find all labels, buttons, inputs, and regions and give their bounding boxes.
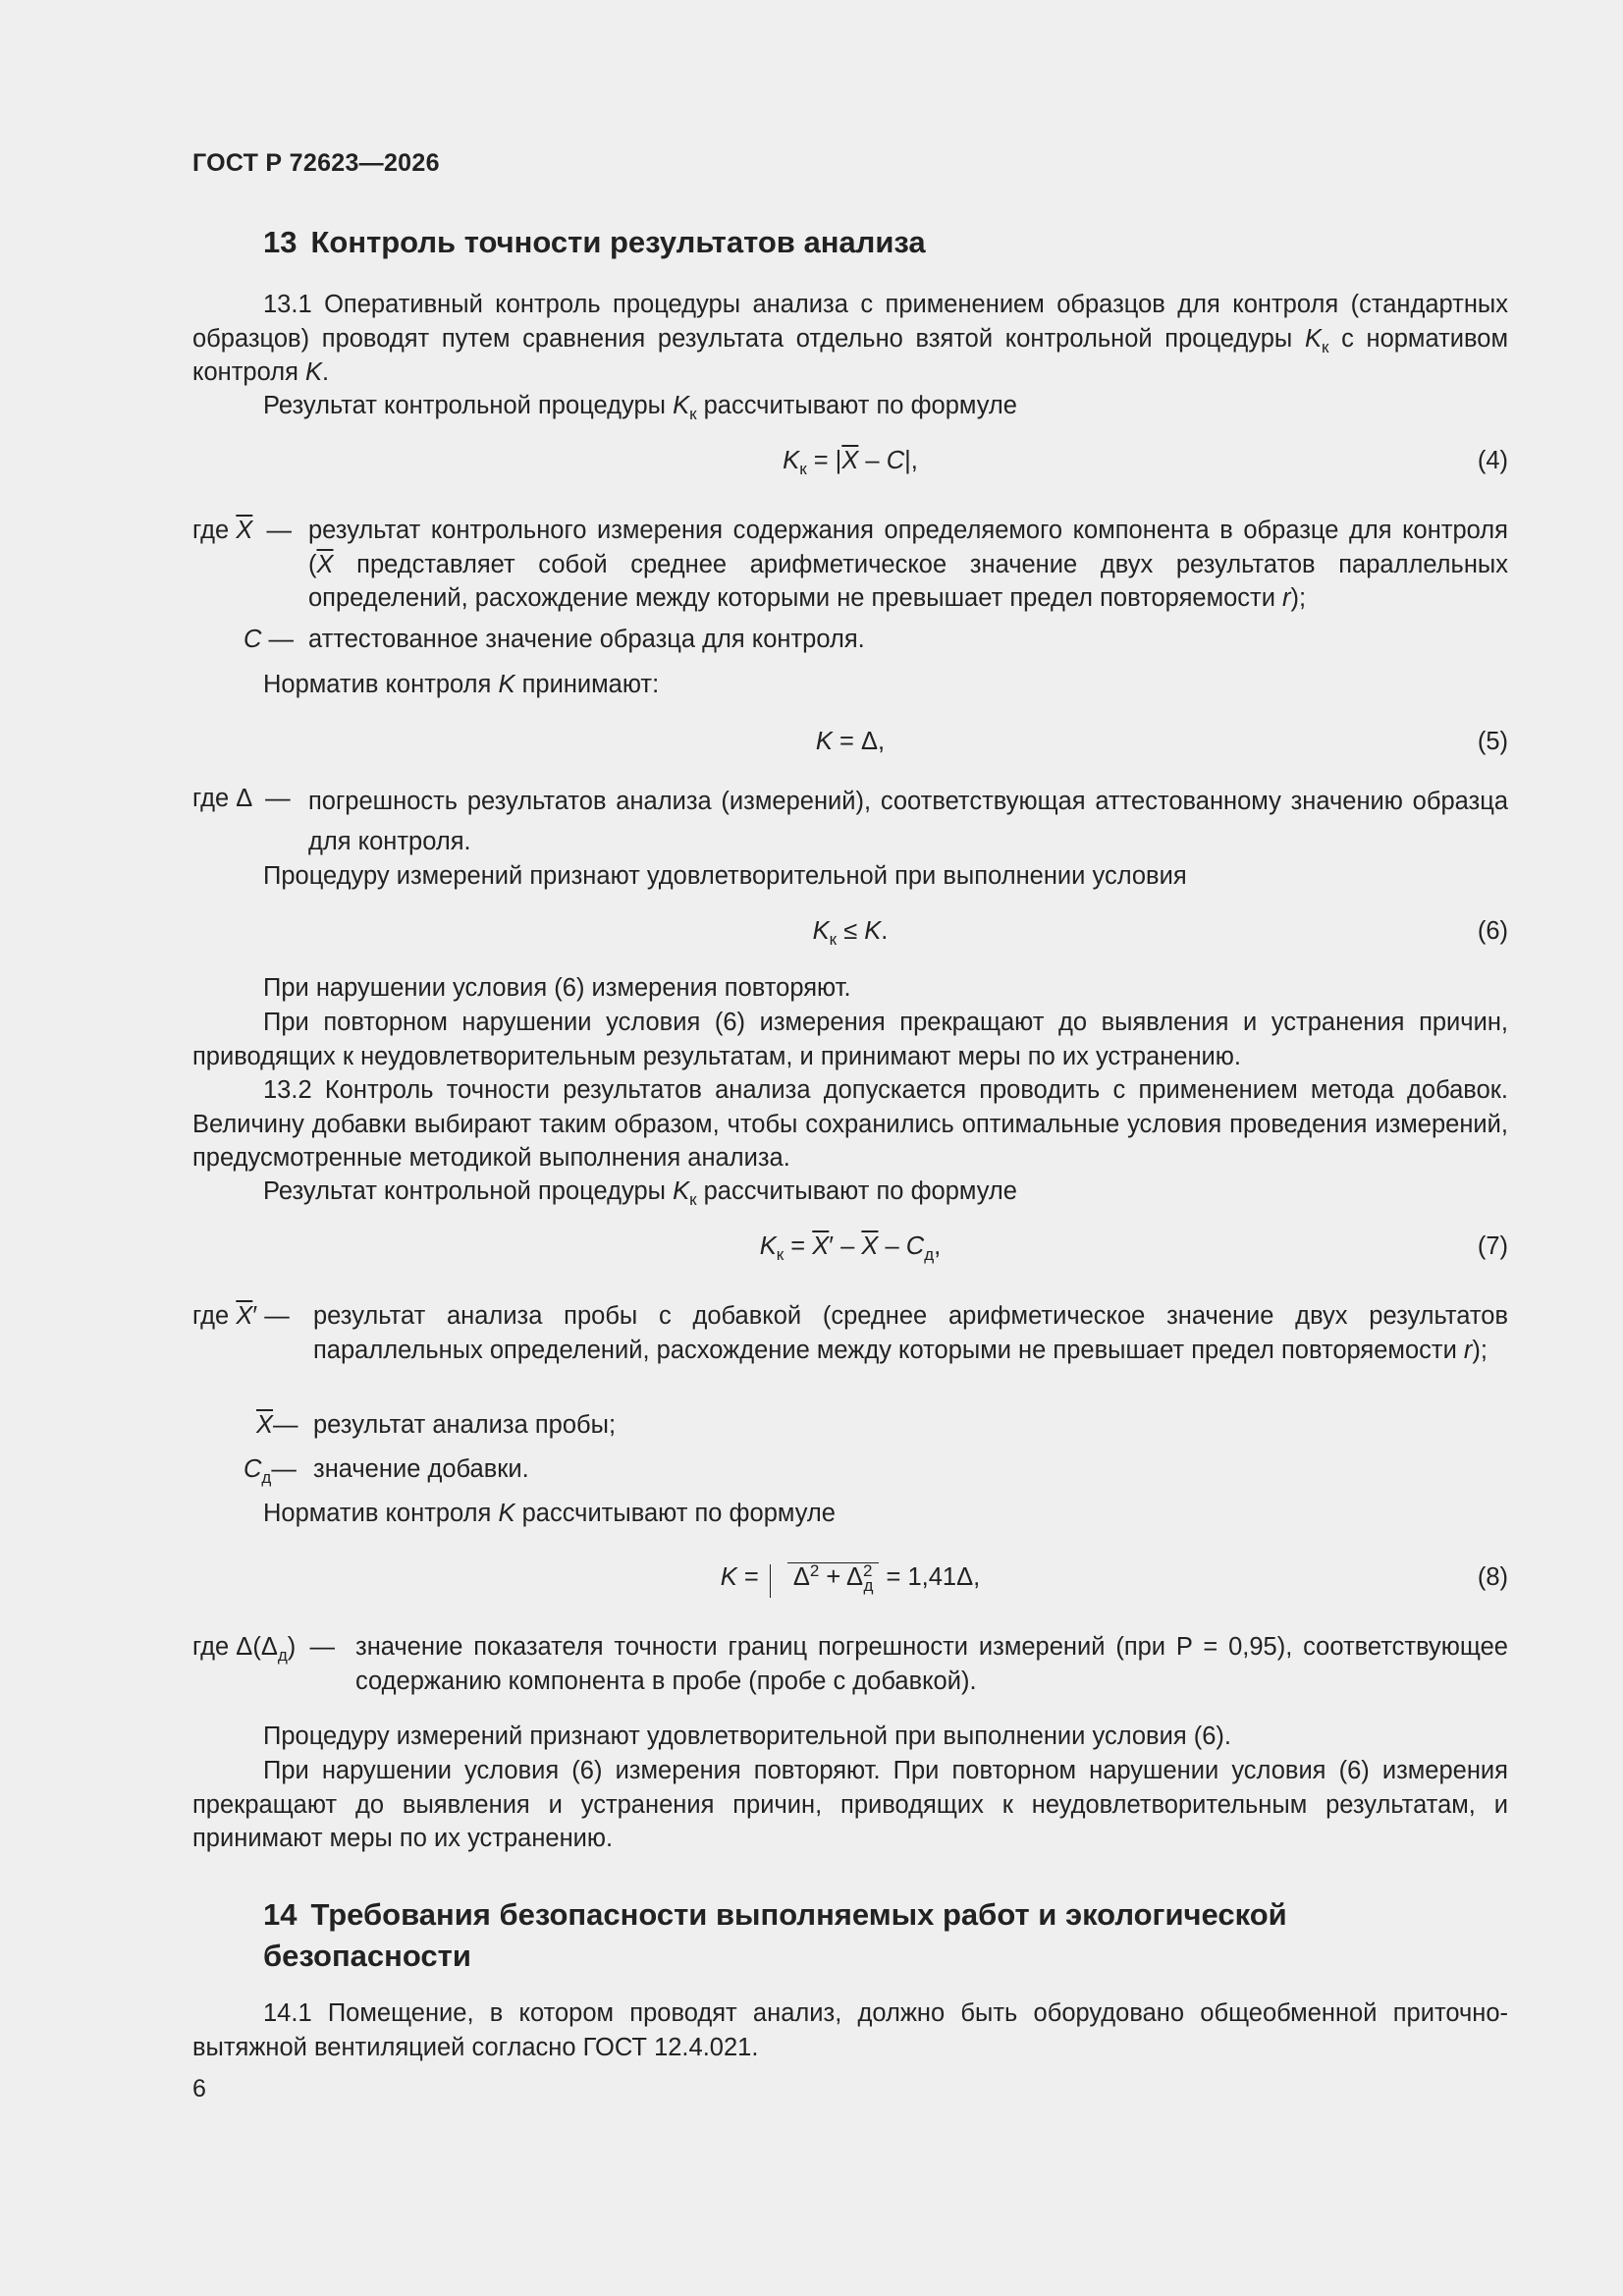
formula-7 <box>192 1230 1508 1263</box>
where-cd <box>243 1452 1508 1487</box>
section-title: Контроль точности результатов анализа <box>310 225 926 259</box>
paragraph-14-1: 14.1 Помещение, в котором проводят анализ, должно быть оборудовано общеобменной приточно-вытяжной вентиляцией согласно ГОСТ 12.4.021. <box>192 1999 1508 2061</box>
paragraph-proc-accept-2: Процедуру измерений признают удовлетворительной при выполнении условия (6). <box>263 1722 1231 1750</box>
section-title-cont: безопасности <box>263 1939 471 1973</box>
formula-number: (4) <box>1477 447 1508 474</box>
where-delta-d <box>192 1630 1508 1699</box>
where-symbol: где $\overline{X}$ — <box>192 517 292 544</box>
where-description: погрешность результатов анализа (измерений), соответствующая аттестованному значению образца для контроля. <box>308 788 1508 855</box>
paragraph-norm-calc: Норматив контроля K рассчитывают по формуле <box>263 1500 836 1527</box>
where-x-prime <box>192 1299 1508 1401</box>
where-description: аттестованное значение образца для контроля. <box>308 626 865 653</box>
paragraph-final: При нарушении условия (6) измерения повторяют. При повторном нарушении условия (6) измерения прекращают до выявления и устранения причин, приводящих к неудовлетворительным результатам, и принимают меры по их устранению. <box>192 1757 1508 1852</box>
section-number: 13 <box>263 225 298 259</box>
where-symbol: где $\Delta(\Delta_д)$ — <box>192 1633 335 1665</box>
paragraph-kk-formula-intro: Результат контрольной процедуры $K_к$ рассчитывают по формуле <box>263 392 1017 423</box>
formula-expression: K = Δ, <box>815 728 886 755</box>
where-description: результат анализа пробы с добавкой (среднее арифметическое значение двух результатов параллельных определений, расхождение между которыми не превышает предел повторяемости r); <box>313 1302 1508 1364</box>
formula-expression: $K_к \le K$. <box>812 917 889 949</box>
formula-8 <box>192 1560 1508 1594</box>
where-description: значение добавки. <box>313 1455 529 1483</box>
paragraph-13-2: 13.2 Контроль точности результатов анализа допускается проводить с применением метода добавок. Величину добавки выбирают таким образом, чтобы сохранились оптимальные условия проведения измерений, предусмотренные методикой выполнения анализа. <box>192 1076 1508 1172</box>
where-symbol: C — <box>243 626 295 653</box>
where-delta <box>192 782 1508 856</box>
formula-expression: $K_к = \overline{X}' - \overline{X} - C_д$, <box>759 1232 942 1264</box>
where-x-bar <box>256 1408 1508 1443</box>
section-13-heading <box>263 222 926 263</box>
paragraph-text: Результат контрольной процедуры <box>263 392 666 419</box>
sqrt-radical: $\Delta^2 + \Delta^2_д$ <box>770 1560 880 1594</box>
where-symbol: где Δ — <box>192 785 291 812</box>
formula-5 <box>192 725 1508 758</box>
where-symbol: $C_д—$ <box>243 1455 297 1487</box>
formula-number: (6) <box>1477 917 1508 945</box>
paragraph-text: с нормативом контроля <box>192 324 1508 386</box>
paragraph-13-1: 13.1 Оперативный контроль процедуры анализа с применением образцов для контроля (стандартных образцов) проводят путем сравнения результата отдельно взятой контрольной процедуры $K_к$ с нормативом контроля K. <box>192 291 1508 386</box>
paragraph-kk-formula-intro-2: Результат контрольной процедуры $K_к$ рассчитывают по формуле <box>263 1177 1017 1209</box>
where-description: результат контрольного измерения содержания определяемого компонента в образце для контроля ($\overline{X}$ представляет собой среднее арифметическое значение двух результатов параллельных определений, расхождение между которыми не превышает предел повторяемости r); <box>308 517 1508 612</box>
section-number: 14 <box>263 1897 298 1932</box>
section-title: Требования безопасности выполняемых работ и экологической <box>310 1897 1287 1932</box>
page-number: 6 <box>192 2075 206 2103</box>
where-symbol: где $\overline{X}'$ — <box>192 1302 290 1330</box>
where-description: значение показателя точности границ погрешности измерений (при P = 0,95), соответствующее содержанию компонента в пробе (пробе с добавкой). <box>355 1633 1508 1695</box>
paragraph-violation: При нарушении условия (6) измерения повторяют. <box>263 974 851 1002</box>
paragraph-text: рассчитывают по формуле <box>703 392 1017 419</box>
where-x <box>192 514 1508 616</box>
paragraph-norm-accept: Норматив контроля K принимают: <box>263 671 660 698</box>
paragraph-text: 13.1 Оперативный контроль процедуры анализа с применением образцов для контроля (стандартных образцов) проводят путем сравнения результата отдельно взятой контрольной процедуры <box>192 291 1508 353</box>
paragraph-repeat-violation: При повторном нарушении условия (6) измерения прекращают до выявления и устранения причин, приводящих к неудовлетворительным результатам, и принимают меры по их устранению. <box>192 1009 1508 1070</box>
formula-number: (8) <box>1477 1563 1508 1591</box>
document-code: ГОСТ Р 72623—2026 <box>192 149 440 177</box>
paragraph-proc-accept: Процедуру измерений признают удовлетворительной при выполнении условия <box>263 862 1187 890</box>
formula-number: (5) <box>1477 728 1508 755</box>
where-symbol: $\overline{X}—$ <box>256 1411 298 1439</box>
where-c <box>243 623 1508 657</box>
where-description: результат анализа пробы; <box>313 1411 617 1439</box>
formula-6 <box>192 914 1508 948</box>
section-14-heading <box>263 1894 1287 1977</box>
formula-number: (7) <box>1477 1232 1508 1260</box>
formula-expression: $K = \Delta^2 + \Delta^2_д = 1,41\Delta$, <box>720 1561 981 1595</box>
formula-expression: $K_к = |\overline{X} - C|$, <box>783 447 918 478</box>
formula-4 <box>192 444 1508 477</box>
